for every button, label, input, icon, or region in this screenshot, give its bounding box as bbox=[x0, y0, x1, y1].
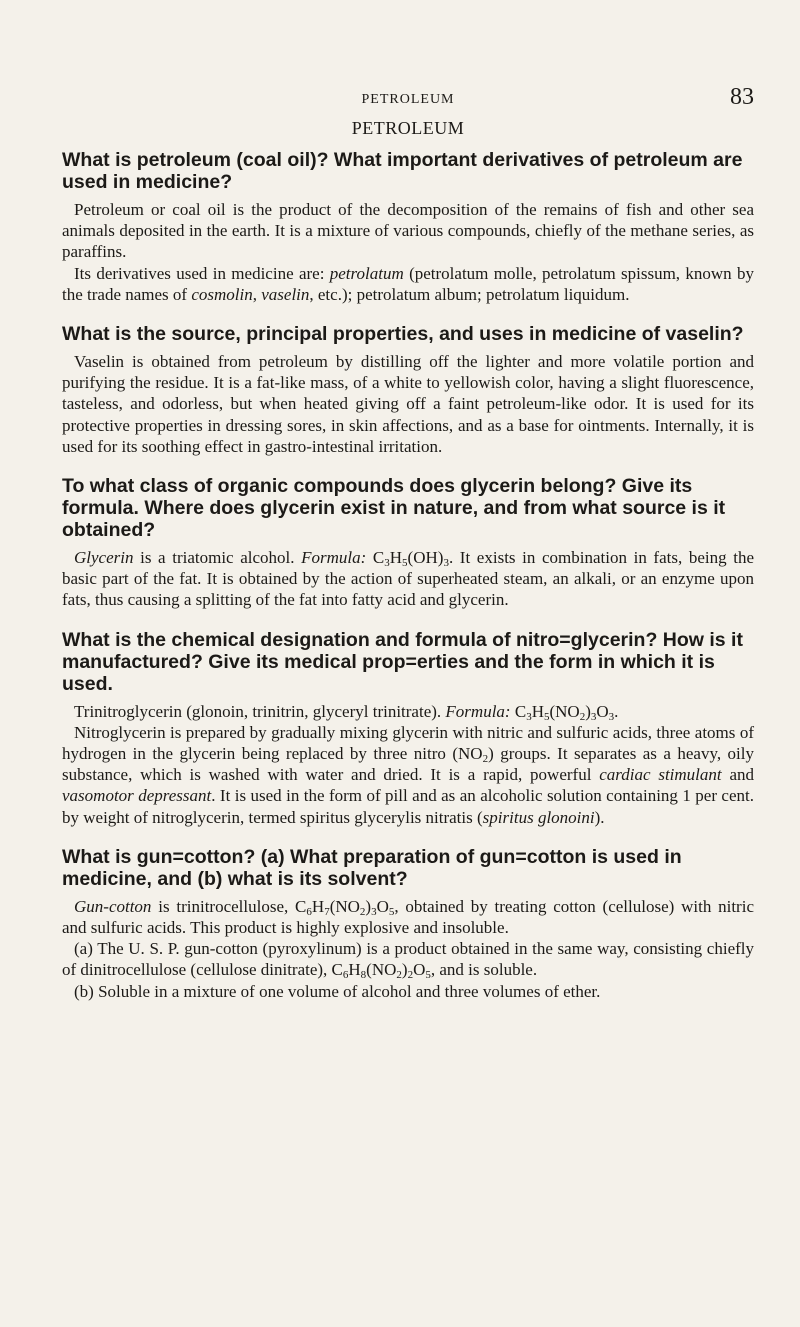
subscript: 5 bbox=[543, 710, 550, 723]
subscript: 6 bbox=[306, 905, 312, 918]
question-heading: What is gun=cotton? (a) What preparation of gun=cotton is used in medicine, and (b) what is its solvent? bbox=[62, 845, 682, 890]
subscript: 2 bbox=[579, 710, 586, 723]
answer-paragraph: Vaselin is obtained from petroleum by distilling off the lighter and more volatile portion and purifying the residue. It is a fat-like mass, of a white to yellowish color, having a slight fluorescence, tasteless, and odorless, but when heated giving off a faint petroleum-like odor. It is used for its protective properties in dressing sores, in skin affections, and as a base for ointments. Internally, it is used for its soothing effect in gastro-intestinal irritation. bbox=[62, 352, 754, 456]
text-run: H bbox=[389, 548, 403, 568]
text-run: (petrolatum molle, petrolatum spissum, known by the trade names of bbox=[62, 263, 754, 304]
qa-gun-cotton bbox=[62, 846, 754, 1002]
question-heading: What is the source, principal properties, and uses in medicine of vaselin? bbox=[62, 323, 744, 346]
italic-term: Gun-cotton bbox=[74, 896, 152, 916]
answer-paragraph bbox=[62, 547, 754, 611]
text-run: (OH) bbox=[407, 548, 444, 568]
text-run: H bbox=[348, 960, 361, 980]
text-run: , obtained by treating cotton (cellulose) with nitric and sulfuric acids. This product is highly explosive and insoluble. bbox=[62, 896, 754, 938]
text-run: is trinitrocellulose, C bbox=[151, 896, 307, 916]
text-run: (NO bbox=[329, 896, 360, 916]
subscript: 8 bbox=[360, 969, 367, 982]
answer-paragraph bbox=[62, 938, 754, 980]
qa-vaselin bbox=[62, 323, 754, 457]
subscript: 7 bbox=[324, 905, 330, 918]
formula-label: Formula: bbox=[301, 548, 367, 568]
text-run: (NO bbox=[366, 960, 397, 980]
text-run: Its derivatives used in medicine are: bbox=[74, 263, 330, 283]
subscript: 2 bbox=[407, 969, 414, 982]
text-run: O bbox=[413, 960, 426, 980]
text-run: , bbox=[252, 284, 262, 304]
text-run: ) bbox=[365, 896, 372, 916]
text-run: Nitroglycerin is prepared by gradually mixing glycerin with nitric and sulfuric acids, three atoms of hydrogen in the glycerin being replaced by three nitro (NO bbox=[62, 722, 754, 764]
text-run: . It is used in the form of pill and as an alcoholic solution containing 1 per cent. by weight of nitroglycerin, termed spiritus glycerylis nitratis ( bbox=[62, 786, 754, 827]
running-head bbox=[62, 84, 754, 112]
subscript: 2 bbox=[359, 905, 366, 918]
text-run: O bbox=[596, 701, 609, 721]
italic-term: vasomotor depressant bbox=[62, 786, 212, 806]
text-run: . It exists in combination in fats, being the basic part of the fat. It is obtained by the action of superheated steam, an alkali, or an enzyme upon fats, thus causing a splitting of the fat into fatty acid and glycerin. bbox=[62, 548, 755, 610]
italic-term: cardiac stimulant bbox=[599, 765, 722, 785]
subscript: 5 bbox=[388, 905, 395, 918]
answer-paragraph bbox=[62, 701, 754, 722]
italic-term: petrolatum bbox=[329, 263, 404, 283]
page-number: 83 bbox=[730, 84, 754, 110]
text-run: is a triatomic alcohol. bbox=[133, 548, 302, 568]
text-run: Trinitroglycerin (glonoin, trinitrin, glyceryl trinitrate). bbox=[74, 701, 446, 721]
running-title: PETROLEUM bbox=[361, 92, 455, 107]
italic-term: cosmolin bbox=[191, 284, 253, 304]
answer-paragraph bbox=[62, 896, 754, 938]
subscript: 5 bbox=[425, 969, 431, 982]
subscript: 5 bbox=[402, 557, 408, 570]
formula-label: Formula: bbox=[445, 701, 511, 721]
answer-paragraph bbox=[62, 263, 754, 305]
italic-term: Glycerin bbox=[74, 548, 134, 568]
text-run: H bbox=[531, 701, 544, 721]
qa-petroleum bbox=[62, 149, 754, 305]
question-heading: What is the chemical designation and formula of nitro=glycerin? How is it manufactured? Give its medical prop=erties and the form in which it is used. bbox=[62, 628, 743, 695]
italic-term: vaselin bbox=[261, 284, 310, 304]
subscript: 3 bbox=[443, 557, 449, 570]
subscript: 2 bbox=[396, 969, 402, 982]
text-run: , etc.); petrolatum album; petrolatum liquidum. bbox=[309, 284, 630, 304]
page-content bbox=[62, 118, 754, 1020]
subscript: 6 bbox=[342, 969, 349, 982]
text-run: C bbox=[372, 548, 385, 568]
subscript: 3 bbox=[526, 710, 532, 723]
text-run: and bbox=[721, 765, 754, 785]
qa-nitroglycerin bbox=[62, 629, 754, 828]
question-heading: To what class of organic compounds does glycerin belong? Give its formula. Where does glycerin exist in nature, and from what source is it obtained? bbox=[62, 475, 726, 542]
subscript: 3 bbox=[608, 710, 615, 723]
text-run: ) bbox=[401, 960, 408, 980]
qa-glycerin bbox=[62, 475, 754, 611]
answer-paragraph: Petroleum or coal oil is the product of the decomposition of the remains of fish and other sea animals deposited in the earth. It is a mixture of various compounds, chiefly of the methane series, as paraffins. bbox=[62, 200, 754, 262]
answer-paragraph bbox=[62, 722, 754, 828]
subscript: 3 bbox=[371, 905, 377, 918]
answer-paragraph: (b) Soluble in a mixture of one volume of alcohol and three volumes of ether. bbox=[74, 981, 601, 1001]
text-run: ). bbox=[594, 807, 605, 827]
subscript: 2 bbox=[482, 753, 489, 766]
subscript: 3 bbox=[384, 557, 390, 570]
text-run: H bbox=[311, 896, 325, 916]
subscript: 3 bbox=[590, 710, 597, 723]
text-run: . bbox=[614, 701, 619, 721]
text-run: ) groups. It separates as a heavy, oily substance, which is washed with water and dried. It is a rapid, powerful bbox=[62, 744, 755, 785]
text-run: , and is soluble. bbox=[430, 960, 538, 980]
text-run: (a) The U. S. P. gun-cotton (pyroxylinum) is a product obtained in the same way, consisting chiefly of dinitrocellulose (cellulose dinitrate), C bbox=[62, 939, 754, 980]
text-run: ) bbox=[585, 701, 591, 721]
section-title: PETROLEUM bbox=[351, 118, 465, 138]
text-run: (NO bbox=[549, 701, 580, 721]
italic-term: spiritus glonoini bbox=[482, 807, 595, 827]
text-run: C bbox=[514, 701, 527, 721]
text-run: O bbox=[376, 896, 389, 916]
question-heading: What is petroleum (coal oil)? What important derivatives of petroleum are used in medicine? bbox=[62, 149, 743, 193]
